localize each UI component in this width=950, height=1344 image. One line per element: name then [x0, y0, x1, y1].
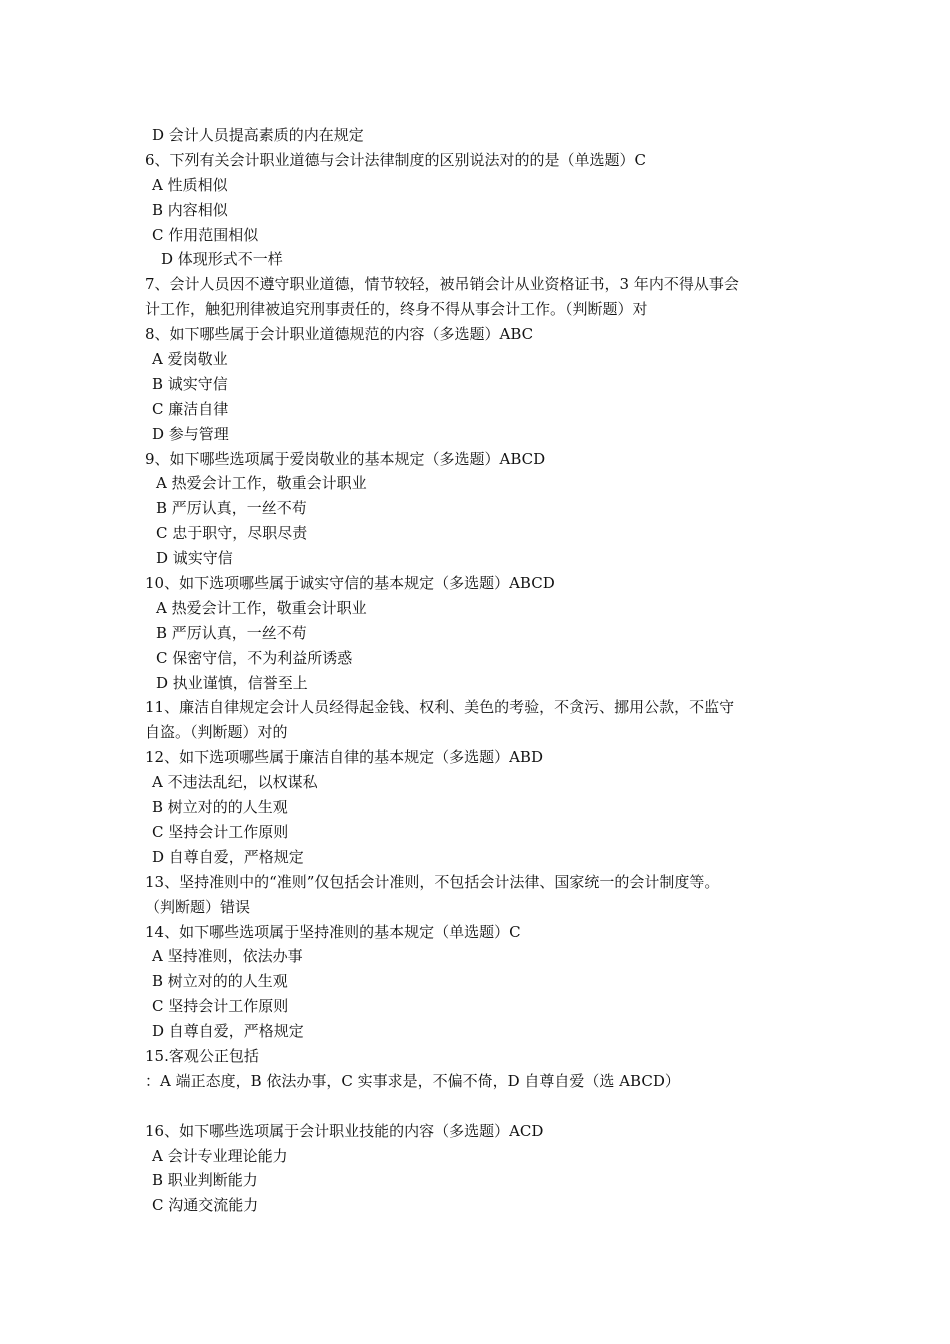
text-line: 11、廉洁自律规定会计人员经得起金钱、权利、美色的考验，不贪污、挪用公款，不监守: [145, 698, 735, 717]
text-line: A 坚持准则，依法办事: [152, 947, 303, 966]
text-line: 13、坚持准则中的“准则”仅包括会计准则，不包括会计法律、国家统一的会计制度等。: [145, 872, 720, 891]
text-line: A 会计专业理论能力: [152, 1146, 288, 1165]
text-line: B 树立对的的人生观: [152, 972, 288, 991]
text-line: D 会计人员提高素质的内在规定: [152, 126, 364, 144]
text-line: B 诚实守信: [152, 374, 228, 393]
text-line: D 自尊自爱，严格规定: [152, 847, 304, 866]
text-line: 7、会计人员因不遵守职业道德，情节较轻，被吊销会计从业资格证书，3 年内不得从事会: [145, 275, 739, 294]
text-line: B 树立对的的人生观: [152, 798, 288, 817]
text-line: C 廉洁自律: [152, 399, 229, 418]
text-line: C 作用范围相似: [152, 225, 259, 244]
text-line: B 职业判断能力: [152, 1171, 258, 1190]
text-line: D 体现形式不一样: [161, 250, 283, 269]
text-line: C 坚持会计工作原则: [152, 822, 289, 841]
text-line: （判断题）错误: [145, 897, 251, 916]
text-line: B 内容相似: [152, 200, 228, 219]
text-line: 15.客观公正包括: [145, 1046, 259, 1065]
text-line: D 诚实守信: [156, 549, 233, 568]
text-line: D 自尊自爱，严格规定: [152, 1022, 304, 1041]
text-line: B 严厉认真，一丝不苟: [156, 623, 307, 642]
text-line: 10、如下选项哪些属于诚实守信的基本规定（多选题）ABCD: [145, 574, 555, 593]
text-line: 6、下列有关会计职业道德与会计法律制度的区别说法对的的是（单选题）C: [145, 150, 647, 169]
text-line: D 执业谨慎，信誉至上: [156, 673, 308, 692]
text-line: 16、如下哪些选项属于会计职业技能的内容（多选题）ACD: [145, 1121, 544, 1140]
text-line: A 性质相似: [152, 175, 228, 194]
text-line: 9、如下哪些选项属于爱岗敬业的基本规定（多选题）ABCD: [145, 449, 546, 468]
text-line: A 热爱会计工作，敬重会计职业: [156, 598, 367, 617]
text-line: C 坚持会计工作原则: [152, 997, 289, 1016]
text-line: C 沟通交流能力: [152, 1196, 259, 1215]
text-line: ：A 端正态度，B 依法办事，C 实事求是，不偏不倚，D 自尊自爱（选 ABCD）: [145, 1071, 680, 1090]
text-line: A 爱岗敬业: [152, 350, 228, 369]
text-line: 自盗。（判断题）对的: [145, 723, 288, 742]
document-body: [145, 123, 815, 1218]
text-line: C 忠于职守，尽职尽责: [156, 524, 308, 543]
text-line: B 严厉认真，一丝不苟: [156, 499, 307, 518]
text-line: 计工作，触犯刑律被追究刑事责任的，终身不得从事会计工作。（判断题）对: [145, 300, 648, 319]
text-line: A 不违法乱纪，以权谋私: [152, 773, 318, 792]
text-line: A 热爱会计工作，敬重会计职业: [156, 474, 367, 493]
text-line: C 保密守信，不为利益所诱惑: [156, 648, 353, 667]
text-line: 8、如下哪些属于会计职业道德规范的内容（多选题）ABC: [145, 325, 534, 344]
text-line: D 参与管理: [152, 424, 229, 443]
text-line: 14、如下哪些选项属于坚持准则的基本规定（单选题）C: [145, 922, 521, 941]
blank-line: [145, 1094, 815, 1119]
text-line: 12、如下选项哪些属于廉洁自律的基本规定（多选题）ABD: [145, 748, 543, 767]
